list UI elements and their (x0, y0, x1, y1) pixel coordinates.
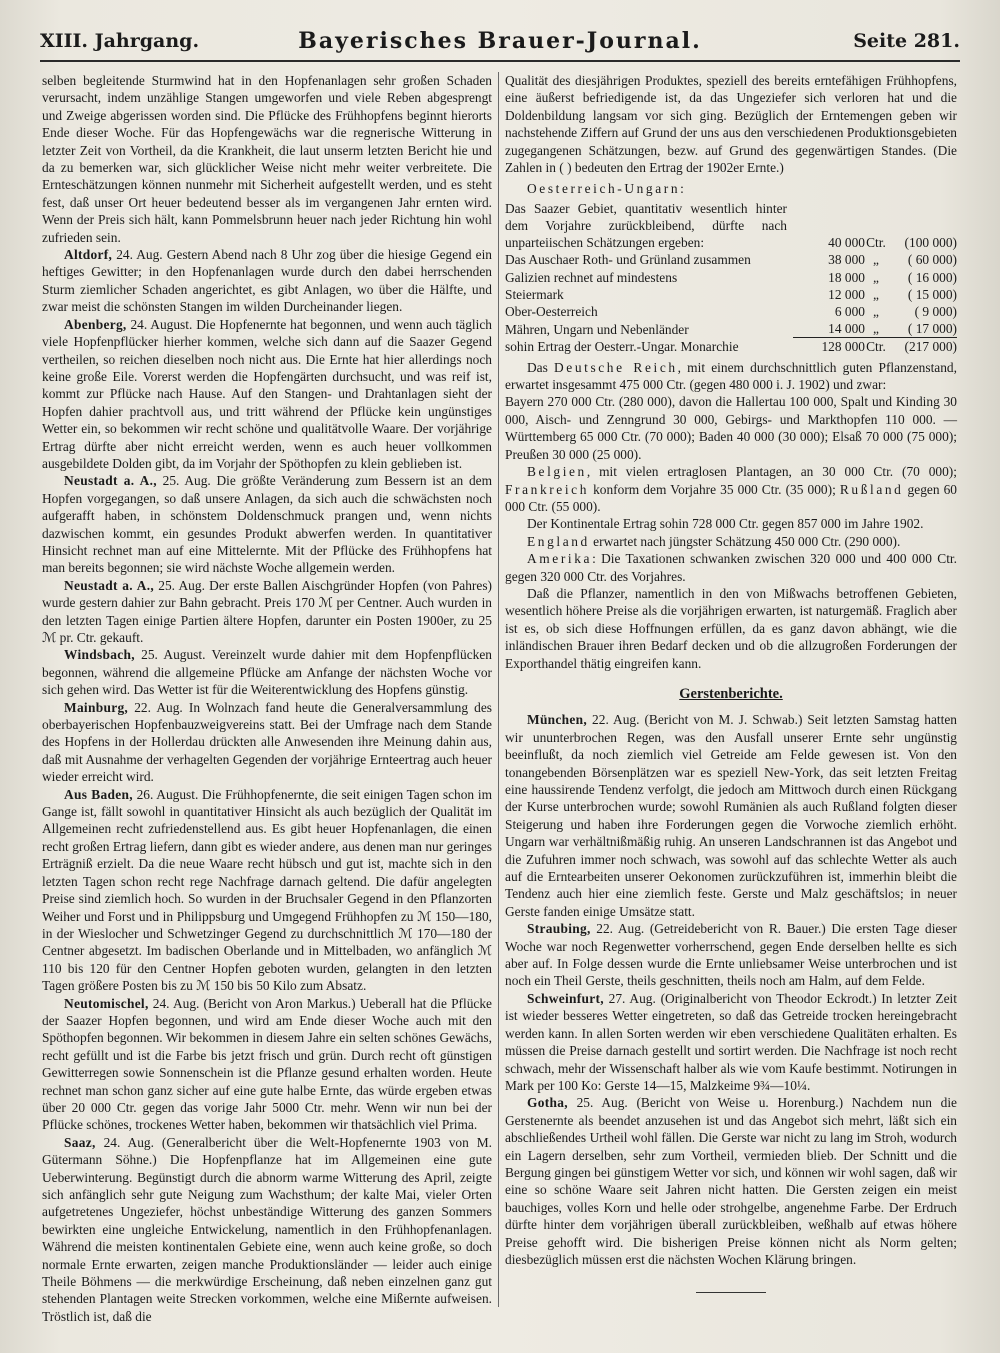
unit-label: „ (865, 320, 887, 338)
harvest-row (505, 338, 957, 356)
region-label: Galizien rechnet auf mindestens (505, 269, 678, 285)
harvest-value: 12 000 (828, 286, 865, 302)
article-continuation: selben begleitende Sturmwind hat in den Hopfenanlagen sehr großen Schaden verursacht, indem unzählige Stangen umgeworfen und viele Reben abgesprengt und Zweige abgerissen worden sind. Die Pflücke des Frühhopfens beginnt hierorts Ende dieser Woche. Für das Hopfengewächs war die regnerische Witterung in letzter Zeit von Vortheil, da die Krankheit, die laut unserm letzten Bericht hie und da zu bemerken war, sich glücklicher Weise nicht mehr weiter verbreitete. Die Ernteschätzungen können nunmehr mit Sicherheit aufgestellt werden, und es steht fest, daß unser Ort heuer bedeutend besser als im vergangenen Jahr ernten wird. Wenn der Preis sich hält, kann Pommelsbrunn heuer nach jeder Richtung hin wohl zufrieden sein. (42, 73, 492, 245)
conclusion: Daß die Pflanzer, namentlich in den von Mißwachs betroffenen Gebieten, wesentlich höhere Preise als die vorjährigen erwarten, ist naturgemäß. Fraglich aber ist es, ob sich diese Hoffnungen erfüllen, da es ganz davon abhängt, wie die inländischen Brauer ihren Bedarf decken und ob die allzugroßen Forderungen der Exporthandel thätig eingreifen kann. (505, 585, 957, 671)
country-name: Rußland (839, 481, 904, 497)
report-text: 27. Aug. (Originalbericht von Theodor Eckrodt.) In letzter Zeit ist wieder besseres Wetter eingetreten, so daß das Getreide trocken hereingebracht werden kann. In allen Sorten werden wir eben verschiedene Qualitäten erhalten. Es müssen die Preise darnach gestellt und sortirt werden. Die Nachfrage ist noch recht schwach, mehr der Wissenschaft halber als wie vom Kaufe bestimmt. Notirungen in Mark per 100 Ko: Gerste 14—15, Malzkeime 9¾—10¼. (505, 990, 957, 1093)
report-text: 25. Aug. Die größte Veränderung zum Bessern ist an dem Hopfen vorgegangen, so daß unsere Anlagen, da sich auch die schwächsten noch aufgerafft haben, in schönstem Doldenschmuck prangen und, wenn nichts dazwischen kommt, ein gesundes Produkt abwerfen werden. In quantitativer Hinsicht rechnet man auf eine Mittelernte. Mit der Pflücke des Frühhopfens hat man bereits begonnen; sie wird nächste Woche allgemein werden. (42, 473, 492, 576)
report-text: 25. August. Vereinzelt wurde dahier mit dem Hopfenpflücken begonnen, während die allgemeine Pflücke am Anfange der nächsten Woche vor sich gehen wird. Das Wetter ist für die Weiterentwicklung des Hopfens günstig. (42, 647, 492, 698)
section-heading: Gerstenberichte. (679, 685, 783, 702)
report-baden (42, 786, 492, 995)
report-mainburg (42, 699, 492, 786)
region-label: sohin Ertrag der Oesterr.-Ungar. Monarchie (505, 339, 739, 355)
country-name: England (527, 533, 590, 549)
continental-total: Der Kontinentale Ertrag sohin 728 000 Ctr. gegen 857 000 im Jahre 1902. (527, 516, 924, 532)
belgium-text: , mit vielen ertraglosen Plantagen, an 30 000 Ctr. (70 000); (586, 464, 957, 480)
report-neustadt-1 (42, 472, 492, 576)
saaz-continuation: Qualität des diesjährigen Produktes, speziell des bereits erntefähigen Frühhopfens, eine äußerst befriedigende ist, da das Ungeziefer sich verloren hat und die Doldenbildung langsam vor sich ging. Bezüglich der Erntemengen geben wir nachstehende Ziffern auf Grund der uns aus den verschiedenen Produktionsgebieten zugegangenen Schätzungen, bezw. auf Grund des gegenwärtigen Standes. (Die Zahlen in ( ) bedeuten den Ertrag der 1902er Ernte.) (505, 73, 957, 176)
region-label: Mähren, Ungarn und Nebenländer (505, 321, 689, 337)
report-text: 26. August. Die Frühhopfenernte, die seit einigen Tagen schon im Gange ist, fällt sowohl in quantitativer Hinsicht als auch bezüglich der Qualität im Allgemeinen recht zufriedenstellend aus. Es gibt heuer Hopfenanlagen, die einen recht großen Ertrag liefern, dann gibt es wieder andere, aus denen man nur geringes Erträgniß erzielt. Da die neue Waare recht hübsch und gut ist, machte sich in den letzten Tagen schon recht rege Nachfrage darnach geltend. Die dafür angelegten Preise sind ziemlich hoch. So wurden in der Bruchsaler Gegend in den Pflanzorten Weiher und Forst und in Philippsburg und Umgegend Frühhopfen zu ℳ 150—180, in der Wieslocher und Schwetzinger Gegend zu durchschnittlich ℳ 170—180 der Centner abgesetzt. Im badischen Oberlande und in Mittelbaden, wo anfänglich ℳ 110 bis 120 für den Centner Hopfen geboten wurden, gelangten in den letzten Tagen größere Posten bis zu ℳ 150 bis 50 Kilo zum Absatz. (42, 786, 492, 994)
region-label: Steiermark (505, 286, 564, 302)
report-text: 25. Aug. (Bericht von Weise u. Horenburg.) Nachdem nun die Gerstenernte als beendet anzusehen ist und das Angebot sich mehrt, läßt sich ein abschließendes Urtheil wohl fällen. Die Gerste war nicht zu lang im Stroh, wodurch ein Lagern derselben, sehr zum Vortheil, vermieden blieb. Der Schnitt und die Bergung gingen bei günstigem Wetter vor sich, und können wir wohl sagen, daß wir eine so schöne Waare seit Jahren nicht hatten. Die Gersten zeigen ein meist bauchiges, volles Korn und helle oder strohgelbe, angenehme Farbe. Der Erdruch dürfte hinter dem vorjährigen überall zurückbleiben, weßhalb auf etwas höhere Preise gehofft wird. Die bisherigen Preise können nicht als Norm gelten; diesbezüglich müssen erst die nächsten Wochen Klärung bringen. (505, 1095, 957, 1267)
previous-value: ( 15 000) (907, 286, 957, 302)
end-rule (696, 1292, 766, 1293)
page-number: Seite 281. (853, 30, 960, 52)
place-name: Abenberg, (64, 316, 127, 332)
region-label: Das Saazer Gebiet, quantitativ wesentlich hinter dem Vorjahre zurückbleibend, dürfte nach unparteiischen Schätzungen ergeben: (505, 200, 787, 251)
harvest-value: 18 000 (828, 269, 865, 285)
harvest-row (505, 320, 957, 338)
harvest-value: 128 000 (821, 339, 865, 355)
place-name: Altdorf, (64, 247, 113, 263)
previous-value: ( 16 000) (907, 269, 957, 285)
report-gotha (505, 1094, 957, 1268)
england-report (505, 533, 957, 550)
harvest-row (505, 251, 957, 268)
country-name: Frankreich (505, 481, 590, 497)
country-name: Amerika (527, 551, 593, 567)
region-label: Das Auschaer Roth- und Grünland zusammen (505, 252, 751, 268)
previous-value: ( 60 000) (907, 252, 957, 268)
harvest-row (505, 303, 957, 320)
previous-value: ( 9 000) (914, 304, 957, 320)
country-name: Deutsche Reich (554, 359, 678, 375)
report-muenchen (505, 711, 957, 920)
report-saaz (42, 1134, 492, 1325)
page-header (40, 26, 960, 62)
harvest-value: 38 000 (828, 252, 865, 268)
unit-label: Ctr. (866, 339, 886, 355)
harvest-row (505, 286, 957, 303)
place-name: Aus Baden, (64, 786, 133, 802)
america-text: : Die Taxationen schwanken zwischen 320 000 und 400 000 Ctr. gegen 320 000 Ctr. des Vorjahres. (505, 551, 957, 584)
harvest-row (505, 269, 957, 286)
unit-label: „ (873, 304, 879, 320)
right-column (505, 72, 957, 1307)
report-abenberg (42, 316, 492, 473)
germany-report (505, 359, 957, 394)
france-text: konform dem Vorjahre 35 000 Ctr. (35 000); (589, 481, 840, 497)
report-altdorf (42, 246, 492, 316)
unit-label: „ (873, 252, 879, 268)
journal-title: Bayerisches Brauer-Journal. (298, 28, 702, 54)
america-report (505, 550, 957, 585)
place-name: Neutomischel, (64, 995, 149, 1011)
place-name: Mainburg, (64, 699, 129, 715)
harvest-value: 40 000 (828, 235, 865, 251)
report-text: 25. Aug. Der erste Ballen Aischgründer Hopfen (von Pahres) wurde gestern dahier zur Bahn gebracht. Preis 170 ℳ per Centner. Auch wurden in den letzten Tagen einige Partien ältere Hopfen, darunter ein Posten 1900er, zu 25 ℳ pr. Ctr. gekauft. (42, 577, 492, 645)
left-column (42, 72, 492, 1324)
unit-label: „ (873, 286, 879, 302)
place-name: Gotha, (527, 1095, 568, 1111)
previous-value: (217 000) (904, 339, 957, 355)
previous-value: ( 17 000) (887, 320, 957, 338)
place-name: Neustadt a. A., (64, 577, 155, 593)
report-text: 24. August. Die Hopfenernte hat begonnen, und wenn auch täglich viele Hopfenpflücker hierher kommen, welche sich dann auf die Saazer Gegend vertheilen, so reichen dieselben noch nicht aus. Die Ernte hat hier allerdings noch keine große Eile. Vorerst werden die Hopfengärten durchsucht, und was reif ist, kommt zur Pflücke nach Hause. Auf den Stangen- und Drahtanlagen sieht der Hopfen dahier prachtvoll aus, und tritt während der Pflücke kein ungünstiges Wetter ein, so bekommen wir recht schöne und qualitätvolle Waare. Der vorjährige Ertrag dürfte aber nicht erreicht werden, wenn es auch heuer vollkommen ausgebildete Dolden gibt, da im Vorjahr der Spöthopfen zu klein geblieben ist. (42, 316, 492, 471)
report-text: 22. Aug. (Bericht von M. J. Schwab.) Seit letzten Samstag hatten wir ununterbrochen Regen, was den Ausfall unserer Ernte sehr ungünstig beeinflußt, da noch ziemlich viel Getreide am Felde gewesen ist. Von den tonangebenden Börsenplätzen war es speziell New-York, das seit letzten Freitag eine haussirende Tendenz verfolgt, die jedoch am Mittwoch durch einen Rückgang der Kurse unterbrochen wurde; sowohl Rumänien als auch Rußland folgten dieser Steigerung und haben ihre Forderungen gegen die Vorwoche ziemlich erhöht. Ungarn war verhältnißmäßig ruhig. An unseren Landschrannen ist das Angebot und die Zufuhren immer noch schwach, was sowohl auf das schlechte Wetter als auch auf die Erntearbeiten unserer Oekonomen zurückzuführen ist, immerhin bleibt die Tendenz auch hier eine ziemlich feste. Gerste und Malz geschäftslos; in neuer Gerste fanden einige Umsätze statt. (505, 712, 957, 919)
report-text: 24. Aug. (Bericht von Aron Markus.) Ueberall hat die Pflücke der Saazer Hopfen begonnen, und wird am Ende dieser Woche auch mit den Spöthopfen begonnen. Wir bekommen in diesem Jahre ein selten schönes Gewächs, recht gefüllt und ist die Farbe bis jetzt frisch und grün. Durch recht oft günstigen Gewitterregen sowie Sonnenschein ist die Pflanze gesund erhalten worden. Heute rechnet man schon ganz sicher auf eine gute halbe Ernte, das würde ergeben etwas über 20 000 Ctr. gegen das vorige Jahr 5000 Ctr. mehr. Wenn wir nun bei der Pflücke schönes, trockenes Wetter haben, bekommen wir thatsächlich viel Prima. (42, 995, 492, 1133)
harvest-table (505, 200, 957, 356)
place-name: München, (527, 712, 588, 728)
report-schweinfurt (505, 990, 957, 1094)
unit-label: Ctr. (866, 235, 886, 251)
germany-detail: Bayern 270 000 Ctr. (280 000), davon die Hallertau 100 000, Spalt und Kinding 30 000, Aisch- und Zenngrund 30 000, Gebirgs- und Markthopfen 110 000. — Württemberg 65 000 Ctr. (70 000); Baden 40 000 (30 000); Elsaß 70 000 (75 000); Preußen 30 000 (25 000). (505, 394, 957, 462)
germany-text: , mit einem durchschnittlich guten Pflanzenstand, erwartet insgesammt 475 000 Ctr. (gegen 480 000 i. J. 1902) und zwar: (505, 359, 957, 393)
austria-heading: Oesterreich-Ungarn: (527, 181, 687, 197)
report-straubing (505, 920, 957, 990)
other-countries (505, 463, 957, 515)
report-text: 22. Aug. In Wolnzach fand heute die Generalversammlung des oberbayerischen Hopfenbauzweigvereins statt. Bei der Umfrage nach dem Stande des Hopfens in der Hollerdau drückten alle Anwesenden ihre Meinung dahin aus, daß mit Ausnahme der verhagelten Gegenden der vorjährige Ernteertrag auch heuer wieder erreicht wird. (42, 699, 492, 785)
england-text: erwartet nach jüngster Schätzung 450 000 Ctr. (290 000). (589, 533, 901, 549)
report-neustadt-2 (42, 577, 492, 647)
harvest-value: 14 000 (793, 320, 865, 338)
region-label: Ober-Oesterreich (505, 304, 598, 320)
country-name: Belgien (527, 464, 587, 480)
harvest-row (505, 200, 957, 252)
column-divider (498, 72, 499, 1307)
report-text: 24. Aug. (Generalbericht über die Welt-Hopfenernte 1903 von M. Gütermann Söhne.) Die Hopfenpflanze hat im Allgemeinen eine gute Ueberwinterung. Begünstigt durch die abnorm warme Witterung des April, zeigte sich anfänglich sehr gute Neigung zum Wachsthum; der kalte Mai, vieler Orten aufgetretenes Ungeziefer, höchst unbeständige Witterung des ganzen Sommers bewirkten eine ungleiche Entwickelung, namentlich in den Frühhopfenanlagen. Während die meisten kontinentalen Gebiete eine, wenn auch keine große, so doch normale Ernte erwarten, zeigen manche Produktionsländer — leider auch einige Theile Böhmens — die merkwürdige Erscheinung, daß neben einzelnen ganz gut stehenden Plantagen weite Strecken vorkommen, welche eine Mißernte aufweisen. Tröstlich ist, daß die (42, 1134, 492, 1324)
place-name: Saaz, (64, 1134, 96, 1150)
place-name: Schweinfurt, (527, 990, 604, 1006)
report-neutomischel (42, 995, 492, 1134)
place-name: Neustadt a. A., (64, 473, 157, 489)
russia-text: gegen 60 000 Ctr. (55 000). (505, 481, 958, 514)
unit-label: „ (873, 269, 879, 285)
place-name: Windsbach, (64, 647, 135, 663)
report-text: 24. Aug. Gestern Abend nach 8 Uhr zog über die hiesige Gegend ein heftiges Gewitter; in den Hopfenanlagen wurde durch den dabei herrschenden Sturm ziemlicher Schaden angerichtet, es gibt Anlagen, wo über die Hälfte, und zwar meist die schönsten Stangen im wilden Durcheinander liegen. (42, 247, 492, 315)
harvest-value: 6 000 (834, 304, 865, 320)
volume-label: XIII. Jahrgang. (40, 30, 200, 52)
report-windsbach (42, 646, 492, 698)
place-name: Straubing, (527, 921, 591, 937)
germany-intro: Das (527, 359, 555, 375)
report-text: 22. Aug. (Getreidebericht von R. Bauer.) Die ersten Tage dieser Woche war noch Regenwetter vorherrschend, gegen Ende derselben hellte es sich aber auf. In Folge dessen wurde die Ernte unliebsamer Weise unterbrochen und ist noch ein Theil Gerste, theils geschnitten, theils noch am Halm, auf dem Felde. (505, 921, 957, 989)
previous-value: (100 000) (904, 235, 957, 251)
